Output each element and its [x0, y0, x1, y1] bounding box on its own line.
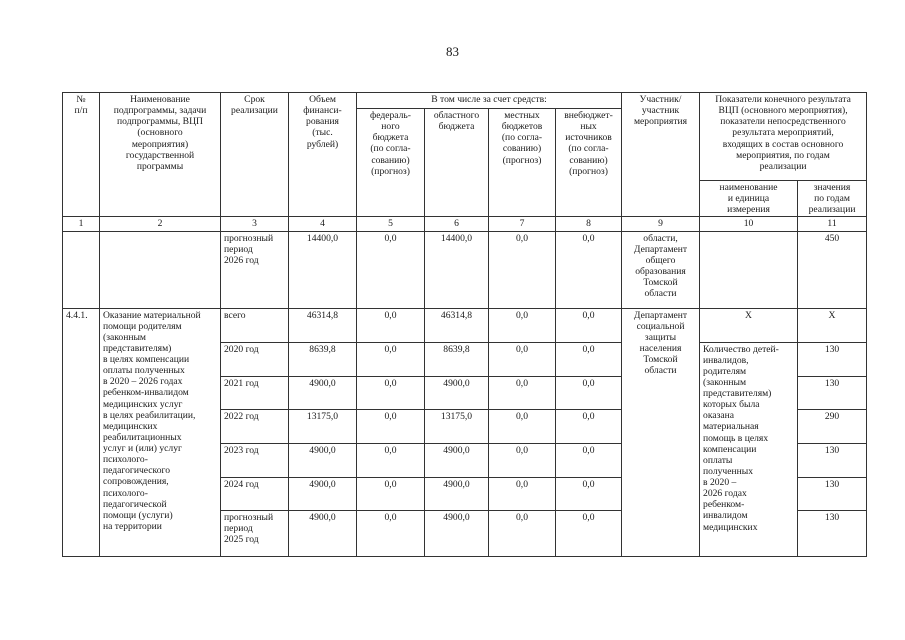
cell-indicator-value: 130 [798, 376, 867, 409]
header-term: Срок реализации [221, 93, 289, 217]
header-local: местных бюджетов (по согла- сованию) (прогноз) [489, 109, 556, 217]
col-number: 10 [700, 217, 798, 231]
cell-indicator-value: 290 [798, 409, 867, 443]
header-regional: областного бюджета [425, 109, 489, 217]
cell-local: 0,0 [489, 409, 556, 443]
cell-local: 0,0 [489, 376, 556, 409]
cell-regional: 4900,0 [425, 376, 489, 409]
cell-indicator-value: 130 [798, 342, 867, 376]
cell-num: 4.4.1. [63, 308, 100, 556]
header-indicator-name: наименование и единица измерения [700, 181, 798, 217]
cell-regional: 46314,8 [425, 308, 489, 342]
cell-term: всего [221, 308, 289, 342]
page-number: 83 [446, 44, 459, 59]
cell-volume: 46314,8 [289, 308, 357, 342]
cell-local: 0,0 [489, 477, 556, 510]
cell-indicator-value: 130 [798, 477, 867, 510]
table-row [63, 231, 867, 308]
cell-participant: области, Департамент общего образования Томской области [622, 231, 700, 308]
cell-extra: 0,0 [556, 443, 622, 477]
cell-num [63, 231, 100, 308]
cell-indicator-name [700, 231, 798, 308]
cell-term: 2023 год [221, 443, 289, 477]
cell-indicator-name: Х [700, 308, 798, 342]
cell-volume: 4900,0 [289, 376, 357, 409]
cell-participant: Департамент социальной защиты населения Томской области [622, 308, 700, 556]
cell-regional: 4900,0 [425, 477, 489, 510]
cell-federal: 0,0 [357, 443, 425, 477]
cell-federal: 0,0 [357, 308, 425, 342]
cell-federal: 0,0 [357, 376, 425, 409]
header-federal: федераль- ного бюджета (по согла- сованию) (прогноз) [357, 109, 425, 217]
header-indicators: Показатели конечного результата ВЦП (основного мероприятия), показатели непосредственного результата мероприятий, входящих в состав основного мероприятия, по годам реализации [700, 93, 867, 181]
cell-indicator-value: Х [798, 308, 867, 342]
cell-regional: 13175,0 [425, 409, 489, 443]
cell-regional: 4900,0 [425, 510, 489, 556]
col-number: 2 [100, 217, 221, 231]
cell-regional: 8639,8 [425, 342, 489, 376]
cell-name [100, 231, 221, 308]
cell-volume: 4900,0 [289, 510, 357, 556]
col-number: 5 [357, 217, 425, 231]
cell-extra: 0,0 [556, 231, 622, 308]
cell-extra: 0,0 [556, 477, 622, 510]
col-number: 8 [556, 217, 622, 231]
col-number: 11 [798, 217, 867, 231]
cell-federal: 0,0 [357, 342, 425, 376]
cell-term: 2021 год [221, 376, 289, 409]
cell-indicator-value: 130 [798, 443, 867, 477]
header-num: № п/п [63, 93, 100, 217]
cell-federal: 0,0 [357, 231, 425, 308]
cell-local: 0,0 [489, 231, 556, 308]
cell-local: 0,0 [489, 510, 556, 556]
cell-term: 2024 год [221, 477, 289, 510]
cell-extra: 0,0 [556, 342, 622, 376]
header-extrabudget: внебюджет- ных источников (по согла- сованию) (прогноз) [556, 109, 622, 217]
table-row [63, 308, 867, 342]
cell-federal: 0,0 [357, 409, 425, 443]
cell-term: прогнозный период 2026 год [221, 231, 289, 308]
cell-indicator-value: 450 [798, 231, 867, 308]
program-table [62, 92, 867, 557]
cell-volume: 14400,0 [289, 231, 357, 308]
column-number-row [63, 217, 867, 231]
cell-extra: 0,0 [556, 409, 622, 443]
col-number: 3 [221, 217, 289, 231]
cell-local: 0,0 [489, 308, 556, 342]
header-name: Наименование подпрограммы, задачи подпрограммы, ВЦП (основного мероприятия) государственной программы [100, 93, 221, 217]
cell-indicator-value: 130 [798, 510, 867, 556]
header-including: В том числе за счет средств: [357, 93, 622, 109]
cell-volume: 4900,0 [289, 443, 357, 477]
cell-extra: 0,0 [556, 376, 622, 409]
col-number: 1 [63, 217, 100, 231]
cell-local: 0,0 [489, 443, 556, 477]
cell-extra: 0,0 [556, 308, 622, 342]
cell-volume: 8639,8 [289, 342, 357, 376]
cell-regional: 14400,0 [425, 231, 489, 308]
cell-volume: 13175,0 [289, 409, 357, 443]
header-participant: Участник/ участник мероприятия [622, 93, 700, 217]
cell-local: 0,0 [489, 342, 556, 376]
cell-extra: 0,0 [556, 510, 622, 556]
header-volume: Объем финанси- рования (тыс. рублей) [289, 93, 357, 217]
col-number: 7 [489, 217, 556, 231]
cell-name: Оказание материальной помощи родителям (законным представителям) в целях компенсации оплаты полученных в 2020 – 2026 годах ребенком-инвалидом медицинских услуг в целях реабилитации, медицинских реабилитационных услуг и (или) услуг психолого- педагогического сопровождения, психолого- педагогической помощи (услуги) на территории [100, 308, 221, 556]
cell-federal: 0,0 [357, 477, 425, 510]
col-number: 9 [622, 217, 700, 231]
cell-regional: 4900,0 [425, 443, 489, 477]
header-indicator-values: значения по годам реализации [798, 181, 867, 217]
cell-volume: 4900,0 [289, 477, 357, 510]
col-number: 4 [289, 217, 357, 231]
col-number: 6 [425, 217, 489, 231]
cell-term: прогнозный период 2025 год [221, 510, 289, 556]
cell-federal: 0,0 [357, 510, 425, 556]
cell-indicator-name: Количество детей- инвалидов, родителям (законным представителям) которых была оказана материальная помощь в целях компенсации оплаты полученных в 2020 – 2026 годах ребенком- инвалидом медицинских [700, 342, 798, 556]
cell-term: 2022 год [221, 409, 289, 443]
cell-term: 2020 год [221, 342, 289, 376]
